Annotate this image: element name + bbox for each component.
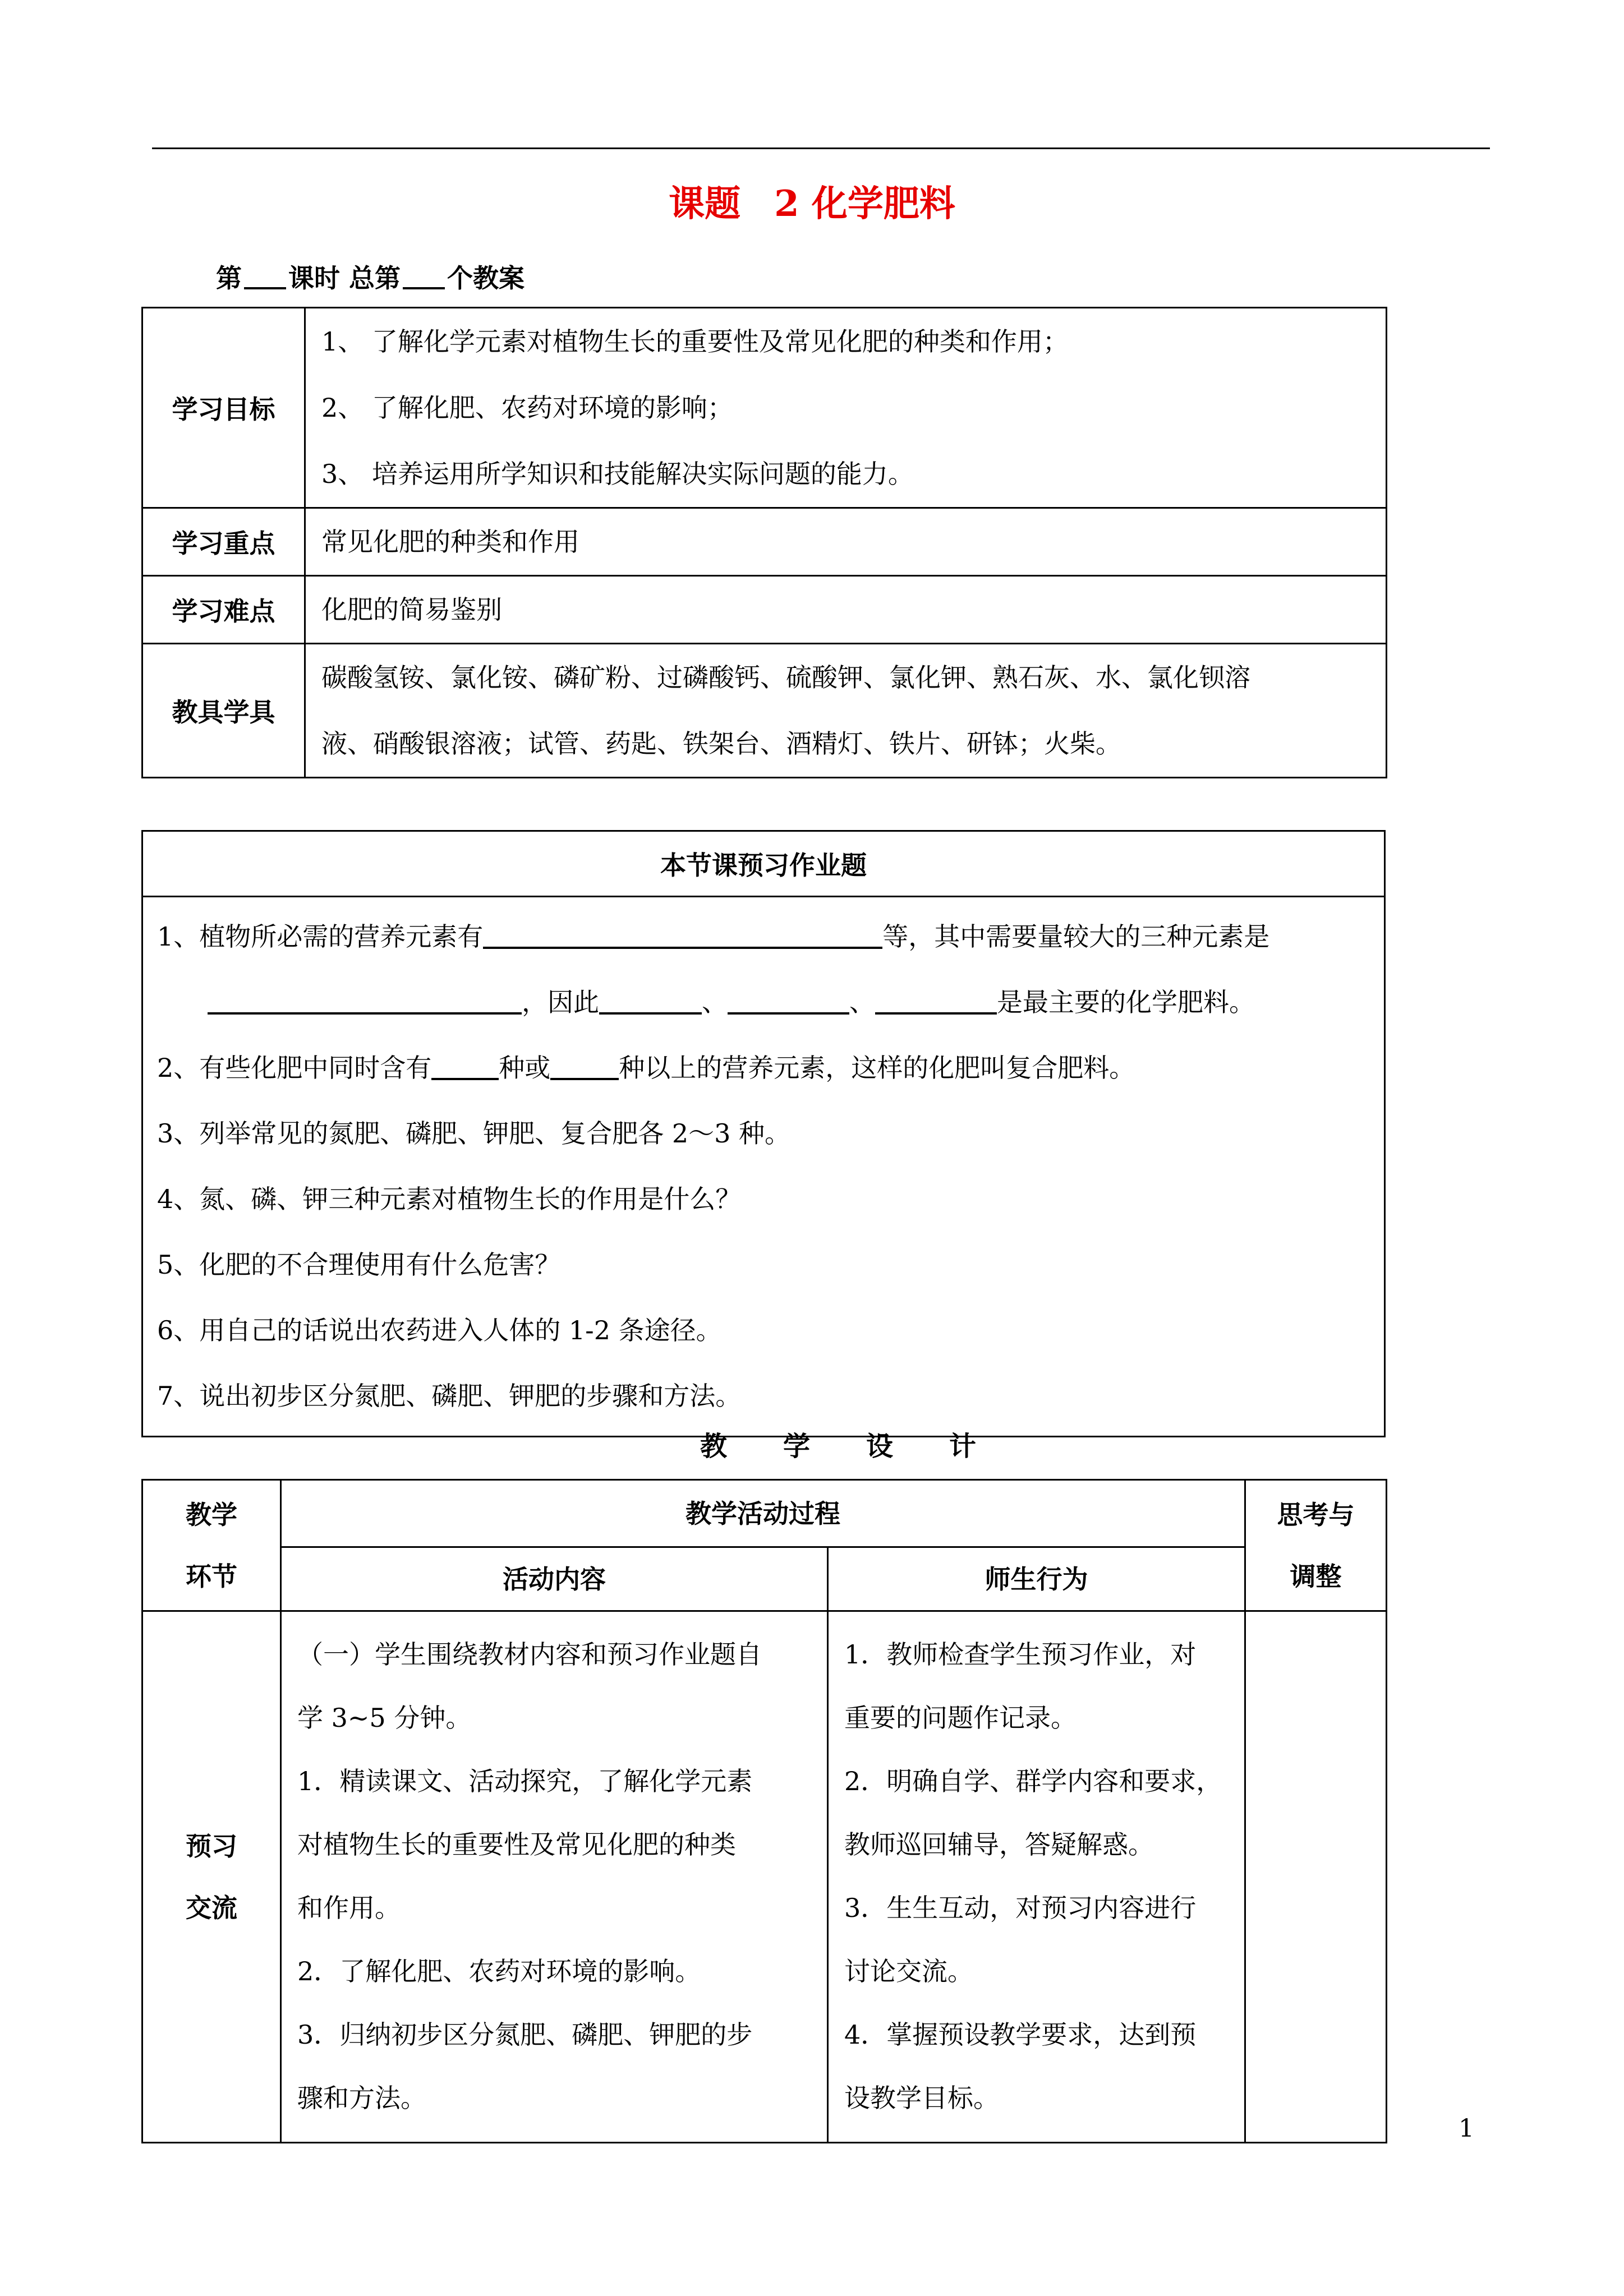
content-line: 1．精读课文、活动探究，了解化学元素 [297,1766,753,1796]
page-number: 1 [1459,2114,1474,2143]
behavior-header: 师生行为 [828,1547,1245,1611]
tools-line: 液、硝酸银溶液；试管、药匙、铁架台、酒精灯、铁片、研钵；火柴。 [321,729,1121,759]
activity-content-cell [281,1611,828,2143]
behavior-line: 设教学目标。 [844,2083,999,2113]
difficulty-value: 化肥的简易鉴别 [305,576,1387,644]
behavior-line: 1．教师检查学生预习作业，对 [844,1639,1197,1670]
key-points-label: 学习重点 [142,508,305,576]
answer-blank [728,984,849,1015]
behavior-line: 教师巡回辅导，答疑解惑。 [844,1829,1154,1860]
objective-item: 2、 了解化肥、农药对环境的影响； [321,393,733,423]
blank-total [403,264,445,289]
answer-blank [599,984,702,1015]
behavior-line: 3．生生互动，对预习内容进行 [844,1893,1197,1923]
behavior-line: 4．掌握预设教学要求，达到预 [844,2020,1197,2050]
tools-cell [305,644,1387,778]
content-line: 2．了解化肥、农药对环境的影响。 [297,1956,701,1986]
answer-blank [208,984,522,1015]
stage-header: 教学 环节 [142,1480,281,1611]
behavior-line: 重要的问题作记录。 [844,1703,1076,1733]
blank-lesson [244,264,286,289]
design-section-title: 教学设计 [700,1431,1033,1462]
teacher-student-cell [828,1611,1245,2143]
objectives-cell [305,308,1387,508]
answer-blank [431,1050,499,1080]
question-7: 7、说出初步区分氮肥、磷肥、钾肥的步骤和方法。 [157,1381,742,1411]
question-1: 1、植物所必需的营养元素有 等，其中需要量较大的三种元素是 [157,904,1384,970]
content-header: 活动内容 [281,1547,828,1611]
behavior-line: 2．明确自学、群学内容和要求， [844,1766,1222,1796]
objective-item: 3、 培养运用所学知识和技能解决实际问题的能力。 [321,459,914,489]
objective-item: 1、 了解化学元素对植物生长的重要性及常见化肥的种类和作用； [321,326,1069,357]
question-4: 4、氮、磷、钾三种元素对植物生长的作用是什么？ [157,1184,742,1214]
difficulty-label: 学习难点 [142,576,305,644]
content-line: 学 3~5 分钟。 [297,1703,472,1733]
answer-blank [875,984,997,1015]
content-line: 对植物生长的重要性及常见化肥的种类 [297,1829,736,1860]
question-5: 5、化肥的不合理使用有什么危害？ [157,1250,561,1280]
tools-line: 碳酸氢铵、氯化铵、磷矿粉、过磷酸钙、硫酸钾、氯化钾、熟石灰、水、氯化钡溶 [321,662,1250,693]
page-title: 课题 2 化学肥料 [669,183,955,225]
reflect-cell [1245,1611,1387,2143]
content-line: （一）学生围绕教材内容和预习作业题自 [297,1639,762,1670]
content-line: 骤和方法。 [297,2083,426,2113]
lesson-info-line: 第 课时 总第 个教案 [216,263,525,293]
reflect-header: 思考与 调整 [1245,1480,1387,1611]
answer-blank [483,919,882,949]
behavior-line: 讨论交流。 [844,1956,973,1986]
prework-heading: 本节课预习作业题 [142,831,1385,897]
process-header: 教学活动过程 [281,1480,1245,1547]
prework-table [141,830,1386,1437]
question-6: 6、用自己的话说出农药进入人体的 1-2 条途径。 [157,1315,722,1345]
objectives-label: 学习目标 [142,308,305,508]
key-points-value: 常见化肥的种类和作用 [305,508,1387,576]
question-3: 3、列举常见的氮肥、磷肥、钾肥、复合肥各 2～3 种。 [157,1118,791,1149]
question-2: 2、有些化肥中同时含有 种或 种以上的营养元素，这样的化肥叫复合肥料。 [157,1035,1384,1101]
content-line: 和作用。 [297,1893,401,1923]
content-line: 3．归纳初步区分氮肥、磷肥、钾肥的步 [297,2020,753,2050]
prework-questions [142,897,1385,1437]
question-1-cont: ，因此 、 、 是最主要的化学肥料。 [157,970,1384,1035]
goals-table [141,307,1387,778]
header-rule [152,147,1490,149]
answer-blank [550,1050,619,1080]
stage-cell: 预习 交流 [142,1611,281,2143]
design-table [141,1479,1387,2143]
tools-label: 教具学具 [142,644,305,778]
